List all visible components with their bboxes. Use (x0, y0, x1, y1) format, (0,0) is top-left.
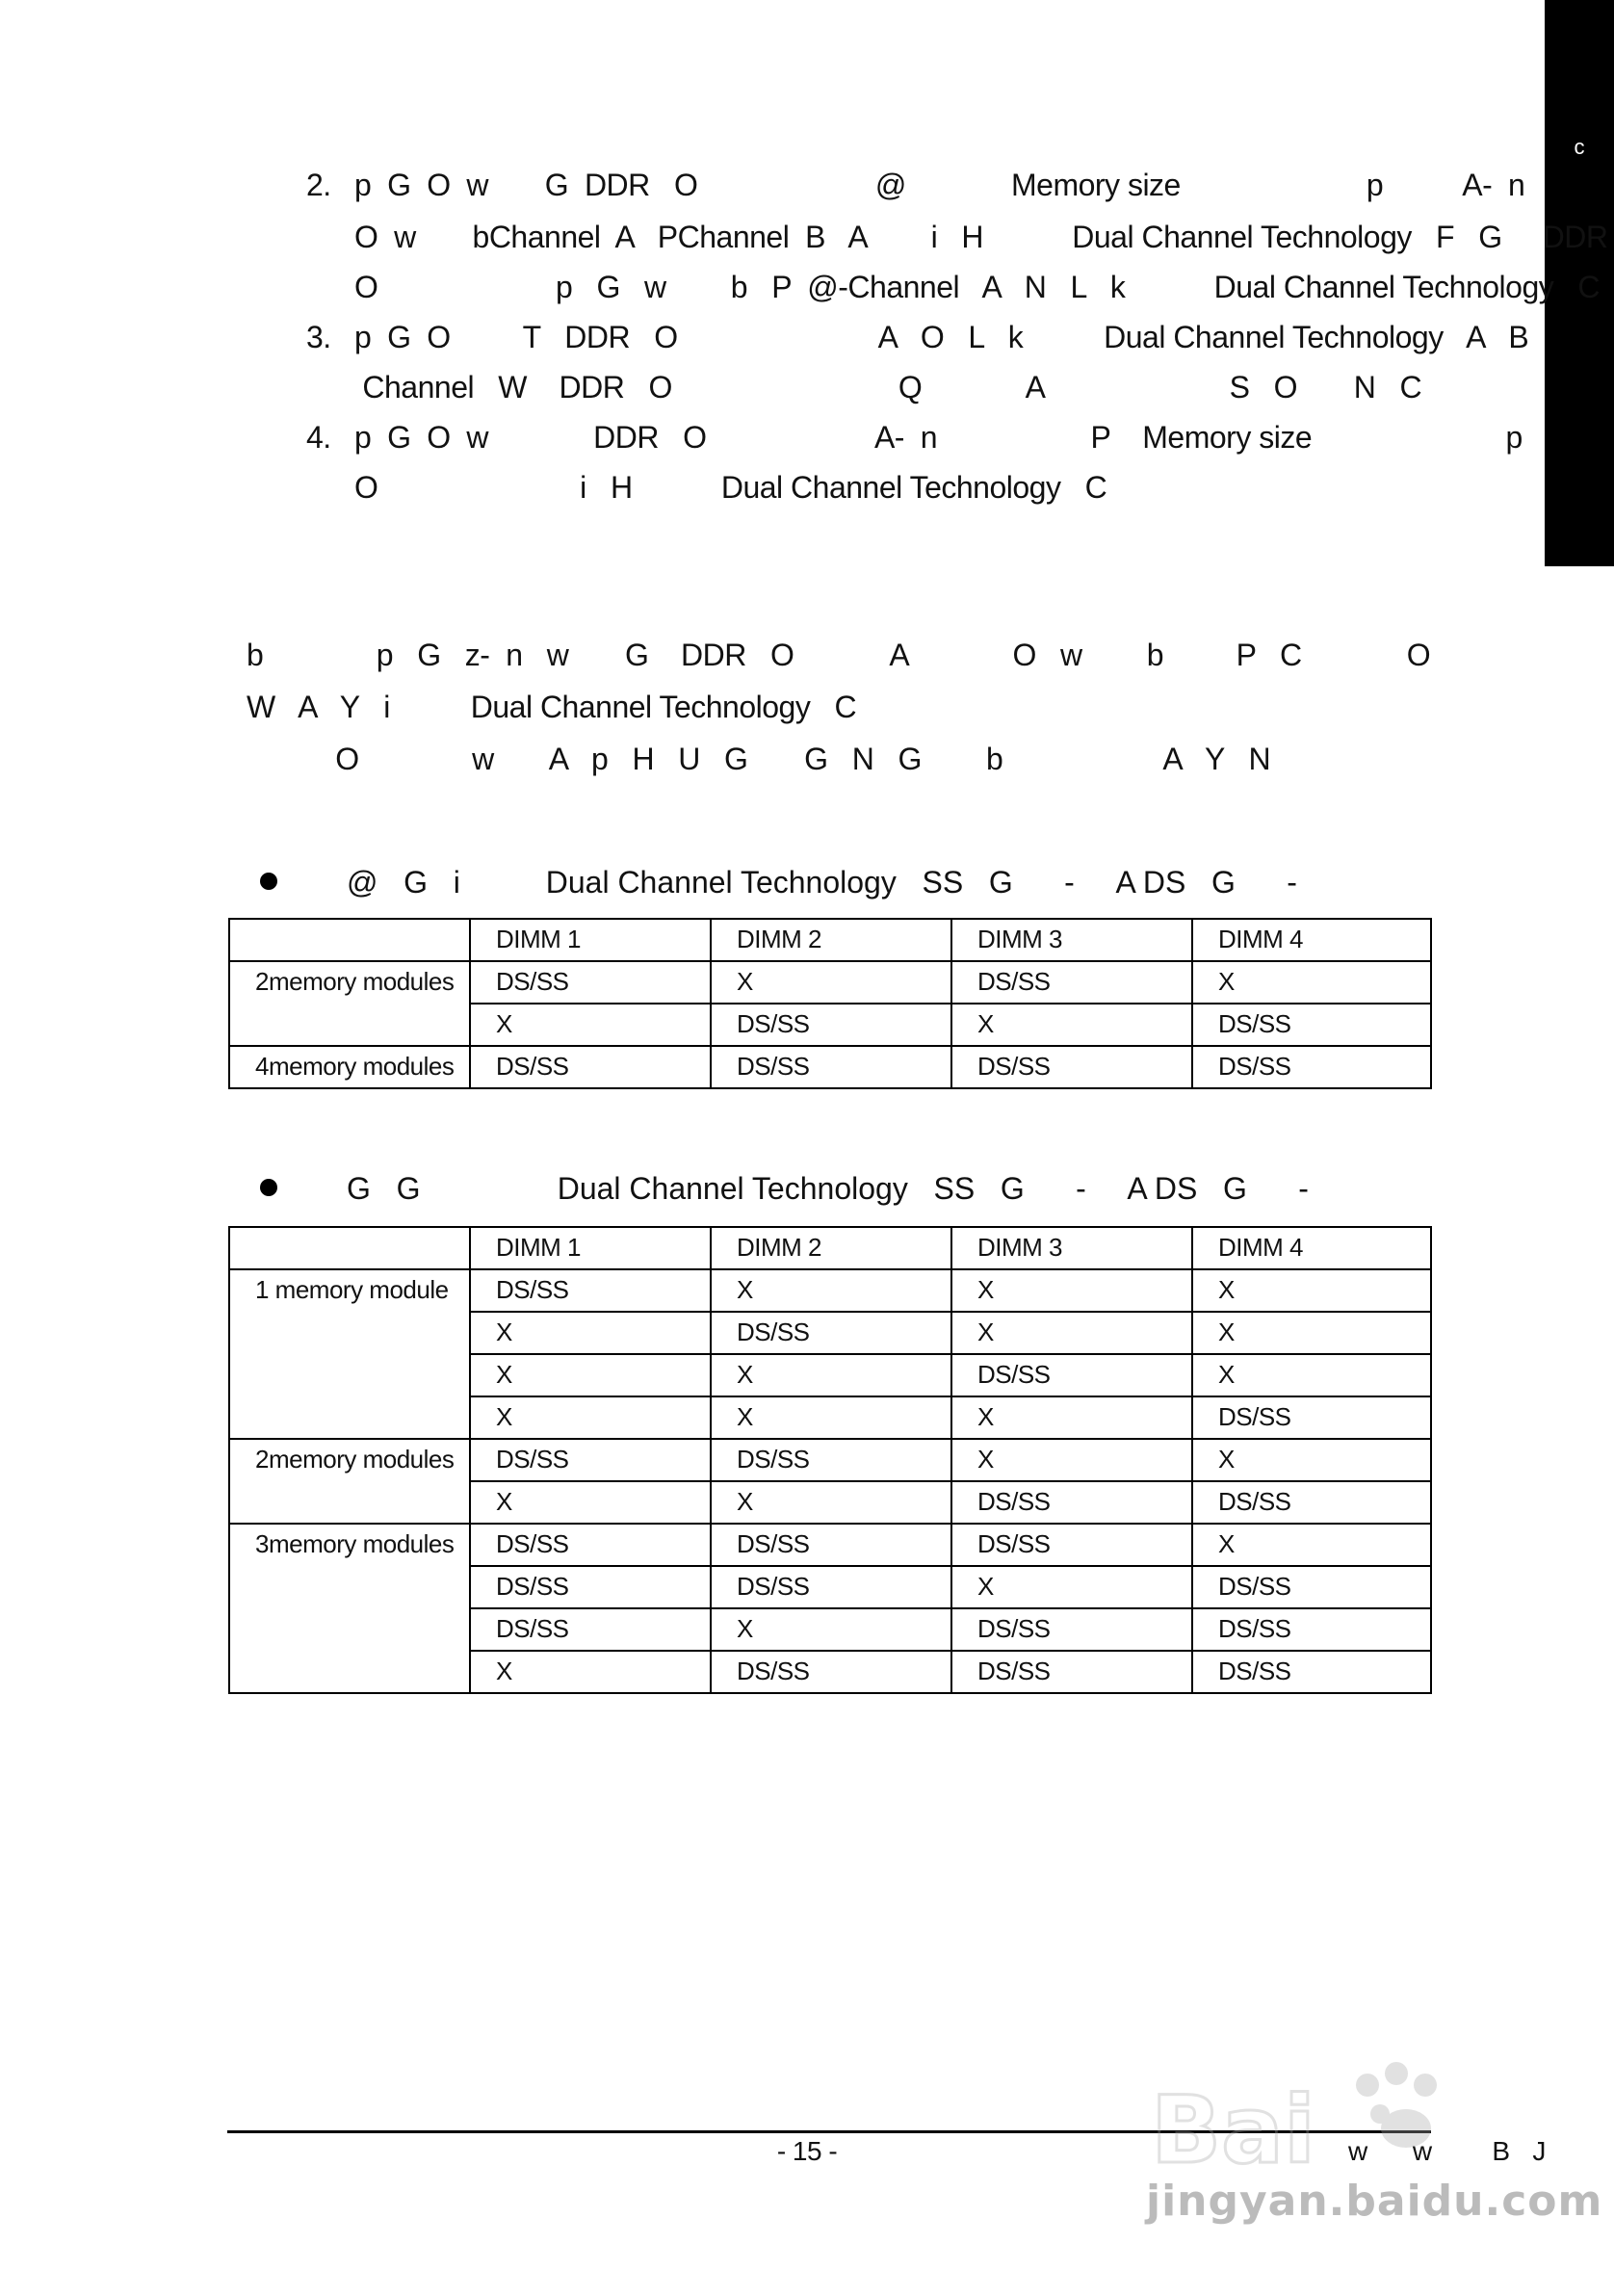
header-cell-dimm3: DIMM 3 (951, 919, 1192, 961)
paragraph-line-2: W A Y i Dual Channel Technology C (247, 690, 857, 724)
header-cell-dimm3: DIMM 3 (951, 1227, 1192, 1269)
table-cell: DS/SS (470, 1269, 711, 1312)
table-cell: DS/SS (470, 1439, 711, 1481)
table-cell: DS/SS (1192, 1566, 1431, 1608)
table-cell: DS/SS (711, 1312, 951, 1354)
table-cell: DS/SS (951, 1524, 1192, 1566)
row-label: 4memory modules (229, 1046, 470, 1088)
header-cell-dimm2: DIMM 2 (711, 919, 951, 961)
watermark-url: jingyan.baidu.com (1146, 2177, 1603, 2226)
table-cell: X (951, 1004, 1192, 1046)
table-cell: X (470, 1312, 711, 1354)
table-cell: DS/SS (470, 1524, 711, 1566)
table-2-heading: G G Dual Channel Technology SS G - A DS G - (347, 1171, 1309, 1206)
table-cell: DS/SS (1192, 1481, 1431, 1524)
table-cell: X (711, 961, 951, 1004)
table-cell: DS/SS (711, 1524, 951, 1566)
header-cell-dimm2: DIMM 2 (711, 1227, 951, 1269)
table-cell: DS/SS (470, 1566, 711, 1608)
table-cell: X (1192, 1312, 1431, 1354)
item-4-line-2: O i H Dual Channel Technology C (354, 470, 1107, 505)
table-cell: X (951, 1566, 1192, 1608)
item-2-line-2: O w bChannel A PChannel B A i H Dual Channel Technology F G DDR (354, 220, 1608, 254)
table-cell: DS/SS (1192, 1651, 1431, 1693)
table-cell: X (470, 1004, 711, 1046)
table-cell: X (1192, 1269, 1431, 1312)
item-3-line-1: p G O T DDR O A O L k Dual Channel Technology A B (354, 320, 1529, 354)
table-cell: DS/SS (470, 961, 711, 1004)
table-cell: X (951, 1312, 1192, 1354)
row-label: 2memory modules (229, 961, 470, 1046)
svg-text:Bai: Bai (1151, 2076, 1315, 2184)
table-row (229, 1046, 1431, 1088)
table-cell: DS/SS (470, 1608, 711, 1651)
table-cell: DS/SS (711, 1439, 951, 1481)
table-cell: DS/SS (951, 1481, 1192, 1524)
table-row (229, 961, 1431, 1004)
page-number: - 15 - (776, 2136, 838, 2166)
table-cell: DS/SS (951, 1046, 1192, 1088)
header-cell-dimm1: DIMM 1 (470, 1227, 711, 1269)
table-cell: X (711, 1354, 951, 1396)
footer-right-text: w w B J (1281, 2136, 1547, 2166)
table-cell: X (470, 1396, 711, 1439)
item-2-number: 2. (306, 168, 331, 202)
table-cell: DS/SS (711, 1566, 951, 1608)
table-cell: DS/SS (951, 1354, 1192, 1396)
table-cell: DS/SS (1192, 1046, 1431, 1088)
table-cell: DS/SS (951, 1608, 1192, 1651)
header-cell-dimm4: DIMM 4 (1192, 919, 1431, 961)
table-cell: X (711, 1396, 951, 1439)
table-cell: X (470, 1354, 711, 1396)
table-cell: DS/SS (711, 1004, 951, 1046)
dual-channel-table-2 (228, 1226, 1432, 1694)
row-label: 3memory modules (229, 1524, 470, 1693)
paragraph-line-1: b p G z- n w G DDR O A O w b P C O (247, 638, 1431, 672)
table-cell: X (711, 1481, 951, 1524)
item-4-line-1: p G O w DDR O A- n P Memory size p (354, 420, 1523, 455)
header-cell-empty (229, 919, 470, 961)
header-cell-dimm4: DIMM 4 (1192, 1227, 1431, 1269)
table-cell: X (1192, 1439, 1431, 1481)
table-cell: X (711, 1608, 951, 1651)
table-header-row (229, 919, 1431, 961)
chapter-tab-label: c (1574, 135, 1585, 159)
table-cell: X (951, 1396, 1192, 1439)
table-cell: DS/SS (951, 1651, 1192, 1693)
paragraph-line-3: O w A p H U G G N G b A Y N (247, 742, 1271, 776)
item-3-line-2: Channel W DDR O Q A S O N C (354, 370, 1422, 404)
table-cell: DS/SS (1192, 1608, 1431, 1651)
table-1-heading: @ G i Dual Channel Technology SS G - A DS G - (347, 865, 1297, 900)
row-label: 2memory modules (229, 1439, 470, 1524)
header-cell-empty (229, 1227, 470, 1269)
table-row (229, 1269, 1431, 1312)
bullet-icon (260, 873, 277, 890)
table-cell: X (1192, 961, 1431, 1004)
item-2-line-3: O p G w b P @-Channel A N L k Dual Channel Technology C (354, 270, 1601, 304)
table-cell: X (951, 1269, 1192, 1312)
table-cell: X (951, 1439, 1192, 1481)
table-cell: DS/SS (711, 1651, 951, 1693)
dual-channel-table-1 (228, 918, 1432, 1089)
table-cell: DS/SS (1192, 1004, 1431, 1046)
table-cell: X (1192, 1524, 1431, 1566)
table-row (229, 1524, 1431, 1566)
bullet-icon (260, 1179, 277, 1196)
table-cell: DS/SS (711, 1046, 951, 1088)
table-cell: DS/SS (470, 1046, 711, 1088)
table-cell: X (470, 1481, 711, 1524)
item-4-number: 4. (306, 420, 331, 455)
table-header-row (229, 1227, 1431, 1269)
item-3-number: 3. (306, 320, 331, 354)
item-2-line-1: p G O w G DDR O @ Memory size p A- n (354, 168, 1525, 202)
table-cell: DS/SS (951, 961, 1192, 1004)
table-cell: X (470, 1651, 711, 1693)
table-cell: X (711, 1269, 951, 1312)
header-cell-dimm1: DIMM 1 (470, 919, 711, 961)
row-label: 1 memory module (229, 1269, 470, 1439)
table-cell: X (1192, 1354, 1431, 1396)
table-cell: DS/SS (1192, 1396, 1431, 1439)
table-row (229, 1439, 1431, 1481)
